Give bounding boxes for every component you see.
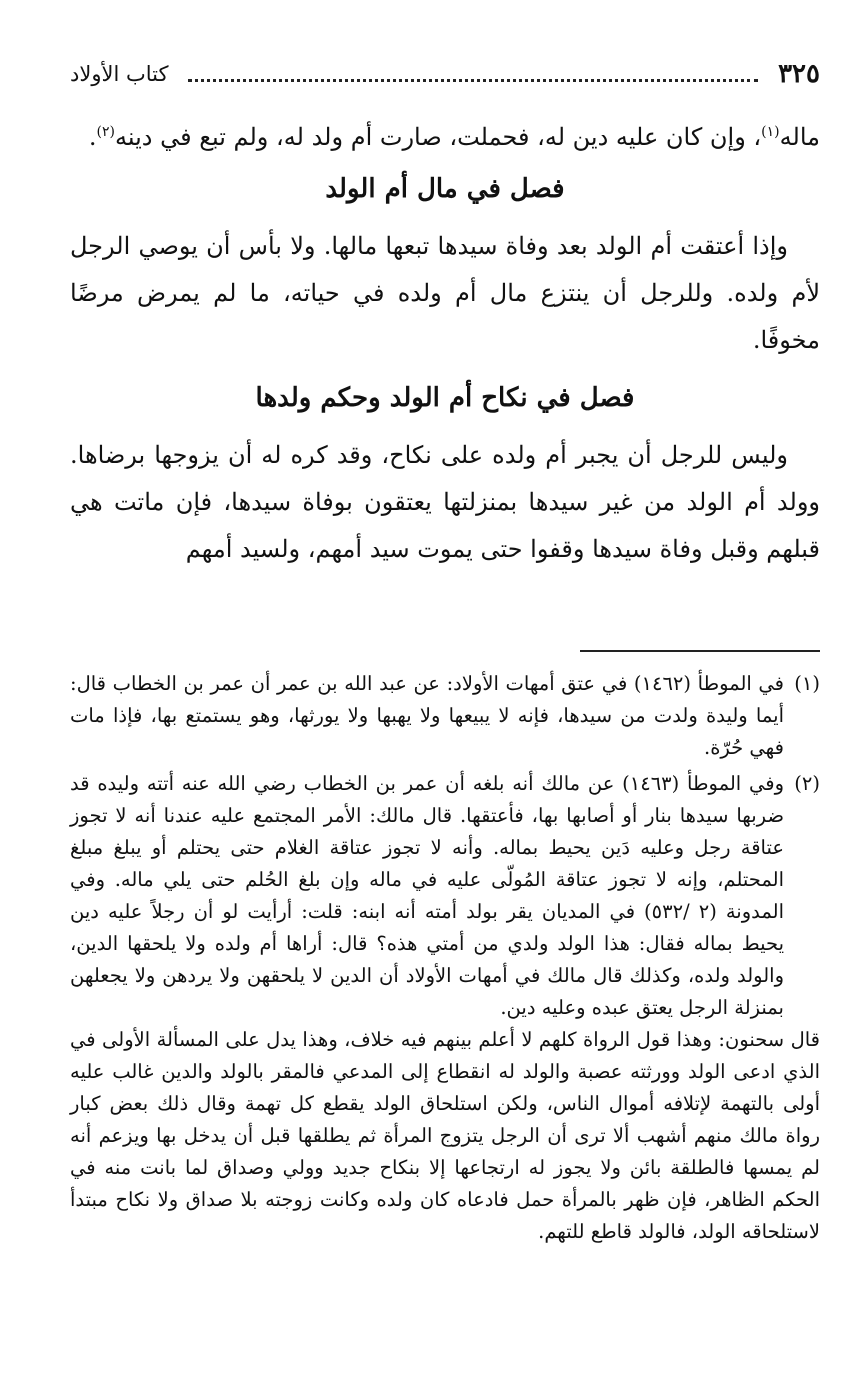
book-title: كتاب الأولاد — [70, 62, 169, 86]
footnote-ref-2[interactable]: (٢) — [96, 124, 115, 140]
intro-paragraph: ماله$^{(١)}$، وإن كان عليه دين له، فحملت، صارت أم ولد له، ولم تبع في دينه$^{(٢)}$. — [88, 123, 820, 151]
section-paragraph-property: وإذا أعتقت أم الولد بعد وفاة سيدها تبعها مالها. ولا بأس أن يوصي الرجل لأم ولده. وللرجل أن ينتزع مال أم ولده في حياته، ما لم يمرض مرضًا مخوفًا. — [70, 232, 821, 354]
section-paragraph-marriage: وليس للرجل أن يجبر أم ولده على نكاح، وقد كره له أن يزوجها برضاها. وولد أم الولد من غير سيدها بمنزلتها يعتقون بوفاة سيدها، فإن ماتت هي قبلهم وقبل وفاة سيدها وقفوا حتى يموت سيد أمهم، ولسيد أمهم — [70, 441, 820, 563]
footnote-number: (٢) — [794, 772, 820, 795]
footnote-separator — [580, 650, 820, 652]
main-text — [70, 114, 820, 573]
footnote-text: وفي الموطأ (١٤٦٣) عن مالك أنه بلغه أن عمر بن الخطاب رضي الله عنه أتته وليده قد ضربها سيدها بنار أو أصابها بها، فأعتقها. قال مالك: الأمر المجتمع عليه عندنا أنه لا تجوز عتاقة رجل وعليه دَين يحيط بماله. وأنه لا تجوز عتاقة الغلام حتى يحتلم أو يبلغ مبلغ المحتلم، وإنه لا تجوز عتاقة المُولّى عليه في ماله وإن بلغ الحُلم حتى يلي ماله. وفي المدونة (٢ /٥٣٢) في المديان يقر بولد أمته أنه ابنه: قلت: أرأيت لو أن رجلاً عليه دين يحيط بماله فقال: هذا الولد ولدي من أمتي هذه؟ قال: أراها أم ولده ولا يلحقها الدين، والولد ولده، وكذلك قال مالك في أمهات الأولاد أن الدين لا يلحقهن ولا يردهن ولا يجعلهن بمنزلة الرجل يعتق عبده وعليه دين. — [70, 772, 784, 1019]
page-number: ٣٢٥ — [778, 59, 820, 89]
book-page — [70, 56, 820, 1356]
footnote-2 — [70, 768, 820, 1024]
header-dot-leader — [188, 79, 758, 82]
section-heading-property: فصل في مال أم الولد — [325, 174, 565, 204]
footnote-continuation: قال سحنون: وهذا قول الرواة كلهم لا أعلم بينهم فيه خلاف، وهذا يدل على المسألة الأولى في الذي ادعى الولد وورثته عصبة والولد له انقطاع إلى المدعي فالمقر بالولد والدين غالب عليه أولى بالتهمة لإتلافه أموال الناس، ولكن استلحاق الولد يقطع كل تهمة وقال ذلك بعض كبار رواة مالك منهم أشهب ألا ترى أن الرجل يتزوج المرأة ثم يطلقها قبل أن يدخل بها ويزعم أنه لم يمسها فالطلقة بائن ولا يجوز له ارتجاعها إلا بنكاح جديد وولي وصداق لما بانت منه في الحكم الظاهر، فإن ظهر بالمرأة حمل فادعاه كان ولده وكانت زوجته بلا صداق ولا نكاح مبتدأ لاستلحاقه الولد، فالولد قاطع للتهم. — [70, 1028, 820, 1243]
footnote-text: في الموطأ (١٤٦٢) في عتق أمهات الأولاد: عن عبد الله بن عمر أن عمر بن الخطاب قال: أيما وليدة ولدت من سيدها، فإنه لا يبيعها ولا يهبها ولا يورثها، وهو يستمتع بها، فإذا مات فهي حُرّة. — [70, 672, 784, 759]
footnotes — [70, 668, 820, 1248]
running-header — [70, 56, 820, 92]
section-heading-marriage: فصل في نكاح أم الولد وحكم ولدها — [255, 383, 635, 413]
footnote-ref-1[interactable]: (١) — [761, 124, 780, 140]
footnote-number: (١) — [794, 672, 820, 695]
footnote-1 — [70, 668, 820, 764]
